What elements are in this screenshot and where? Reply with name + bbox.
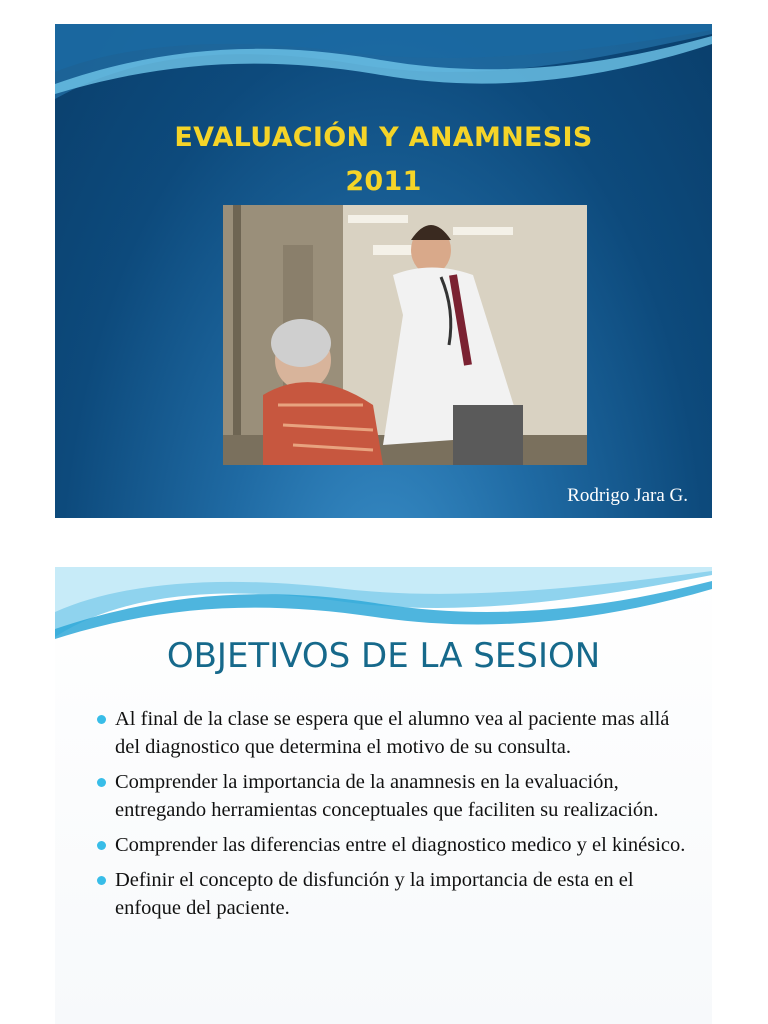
title-line-2: 2011	[345, 166, 422, 197]
slide-title: OBJETIVOS DE LA SESION	[166, 636, 601, 676]
list-item	[97, 866, 697, 922]
list-item-text: Comprender la importancia de la anamnesis en la evaluación, entregando herramientas conceptuales que faciliten su realización.	[115, 771, 659, 821]
wave-decoration	[55, 24, 712, 114]
bullet-icon	[97, 876, 106, 885]
presentation-title	[55, 116, 712, 204]
bullet-icon	[97, 841, 106, 850]
title-line-1: EVALUACIÓN Y ANAMNESIS	[174, 122, 593, 153]
list-item	[97, 831, 697, 859]
bullet-icon	[97, 778, 106, 787]
list-item-text: Al final de la clase se espera que el alumno vea al paciente mas allá del diagnostico que determina el motivo de su consulta.	[115, 708, 670, 758]
list-item-text: Comprender las diferencias entre el diagnostico medico y el kinésico.	[115, 834, 686, 856]
list-item	[97, 705, 697, 761]
author-name: Rodrigo Jara G.	[567, 485, 688, 506]
bullet-icon	[97, 715, 106, 724]
objectives-slide	[55, 567, 712, 1024]
title-slide	[55, 24, 712, 518]
list-item	[97, 768, 697, 824]
doctor-patient-photo	[223, 205, 587, 465]
list-item-text: Definir el concepto de disfunción y la importancia de esta en el enfoque del paciente.	[115, 869, 634, 919]
objectives-list	[97, 705, 697, 929]
